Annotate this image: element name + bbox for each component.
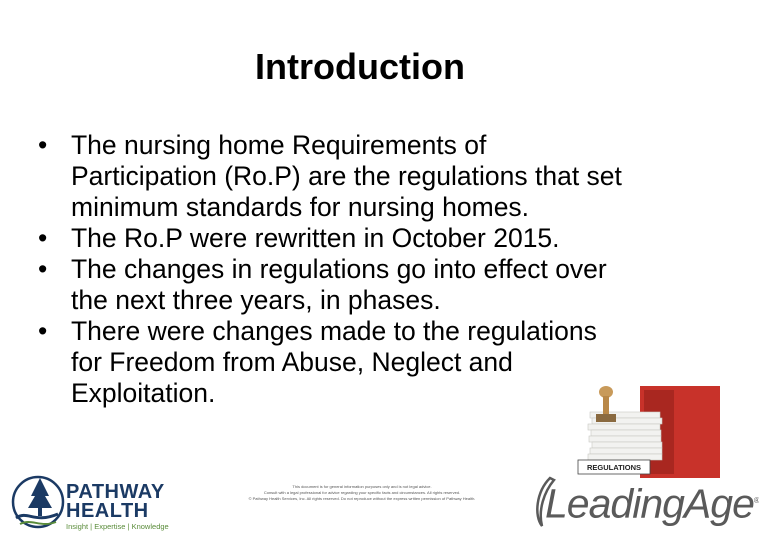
bullet-item xyxy=(38,254,688,316)
bullet-item xyxy=(38,130,688,223)
pathway-logo-line1: PATHWAY xyxy=(66,481,165,503)
bullet-line: minimum standards for nursing homes. xyxy=(71,192,530,222)
bullet-line: The nursing home Requirements of xyxy=(71,130,487,160)
leadingage-wordmark xyxy=(545,474,759,531)
bullet-item xyxy=(38,223,688,254)
bullet-marker: • xyxy=(38,254,48,284)
footer-line: This document is for general information purposes only and is not legal advice. xyxy=(292,484,432,489)
footer-disclaimer xyxy=(222,484,502,502)
bullet-marker: • xyxy=(38,223,48,253)
bullet-line: Participation (Ro.P) are the regulations that set xyxy=(71,161,622,191)
bullet-line: There were changes made to the regulations xyxy=(71,316,597,346)
bullet-list xyxy=(38,130,688,409)
registered-mark: ® xyxy=(753,496,759,505)
bullet-marker: • xyxy=(38,316,48,346)
bullet-line: the next three years, in phases. xyxy=(71,285,441,315)
footer-line: © Pathway Health Services, Inc. All rights reserved. Do not reproduce without the express written permission of Pathway Health. xyxy=(248,496,476,501)
pathway-tagline: Insight | Expertise | Knowledge xyxy=(66,522,169,531)
slide-title: Introduction xyxy=(255,46,465,87)
bullet-line: for Freedom from Abuse, Neglect and xyxy=(71,347,513,377)
pathway-logo-line2: HEALTH xyxy=(66,500,149,522)
regulations-label: REGULATIONS xyxy=(586,463,642,472)
bullet-marker: • xyxy=(38,130,48,160)
regulations-stamp-image xyxy=(570,382,720,478)
footer-line: Consult with a legal professional for advice regarding your specific facts and circumstances. All rights reserved. xyxy=(263,490,461,495)
bullet-line: The Ro.P were rewritten in October 2015. xyxy=(71,223,560,253)
bullet-line: The changes in regulations go into effect over xyxy=(71,254,607,284)
bullet-line: Exploitation. xyxy=(71,378,216,408)
pathway-tree-icon xyxy=(10,472,66,532)
leadingage-text: LeadingAge xyxy=(545,480,754,527)
